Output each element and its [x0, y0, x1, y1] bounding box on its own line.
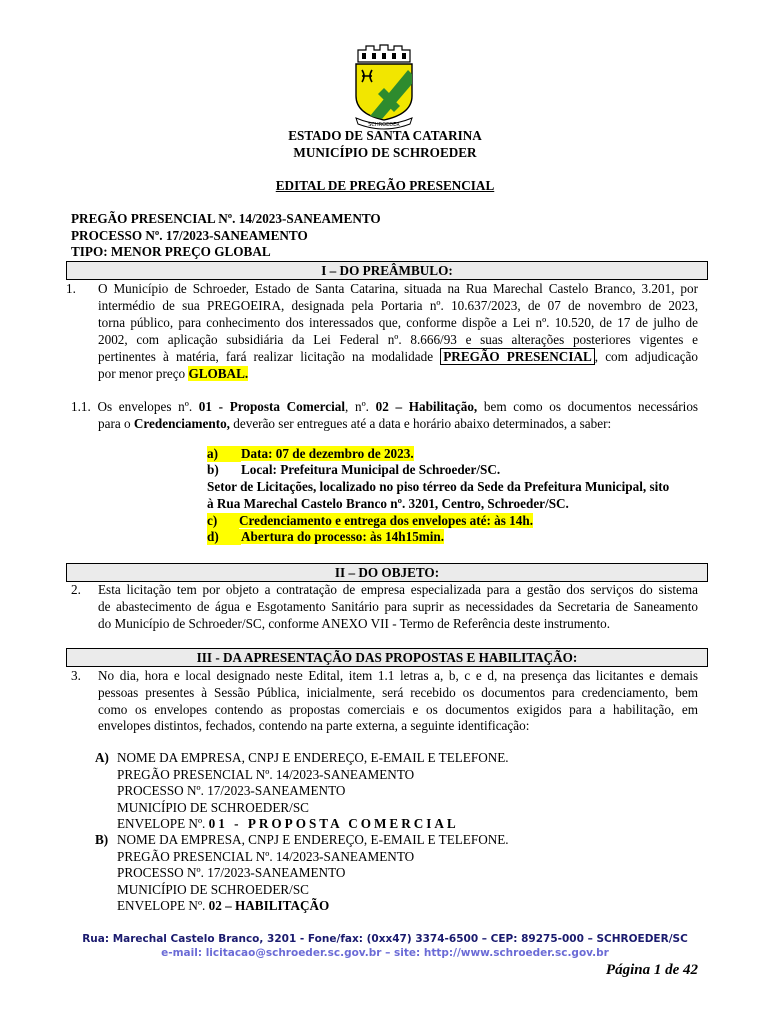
envelope-a-line-1: NOME DA EMPRESA, CNPJ E ENDEREÇO, E-EMAIL E TELEFONE. — [117, 750, 509, 765]
schedule-c-letter: c) — [207, 513, 239, 529]
document-title: EDITAL DE PREGÃO PRESENCIAL — [275, 178, 495, 193]
line-5-text-c: , com adjudicação — [594, 349, 699, 364]
envelope-b-line-4: MUNICÍPIO DE SCHROEDER/SC — [117, 882, 309, 897]
envelope-a-type: 01 - PROPOSTA COMERCIAL — [208, 816, 459, 831]
section-3-line-3: como os envelopes contendo as propostas comerciais e os documentos exigidos para a habilitação, em — [98, 702, 698, 717]
schedule-c — [207, 513, 533, 529]
schedule-d — [207, 529, 444, 545]
section-1-line-3: torna público, para conhecimento dos interessados que, conforme dispõe a Lei nº. 10.520, de 17 de julho de — [98, 315, 698, 330]
processo-number: PROCESSO Nº. 17/2023-SANEAMENTO — [71, 228, 308, 243]
section-2-line-2: de abastecimento de água e Esgotamento Sanitário para suprir as necessidades da Secretaria de Saneamento — [98, 599, 698, 614]
schroeder-crest-logo — [348, 44, 420, 130]
section-1-line-6 — [98, 366, 248, 382]
tipo-line: TIPO: MENOR PREÇO GLOBAL — [71, 244, 271, 259]
schedule-b — [207, 462, 500, 478]
state-title: ESTADO DE SANTA CATARINA — [288, 128, 482, 143]
envelope-b-line-1: NOME DA EMPRESA, CNPJ E ENDEREÇO, E-EMAIL E TELEFONE. — [117, 832, 509, 847]
section-1-line-5 — [98, 349, 698, 365]
envelope-a-line-2: PREGÃO PRESENCIAL Nº. 14/2023-SANEAMENTO — [117, 767, 415, 782]
schedule-d-text: Abertura do processo: às 14h15min. — [241, 529, 445, 544]
envelope-a-label: ENVELOPE Nº. — [117, 816, 206, 831]
item-1-1-text-c: , nº. — [345, 399, 369, 414]
envelope-b-type: 02 – HABILITAÇÃO — [208, 898, 330, 913]
section-1-line-4: 2002, com aplicação subsidiária da Lei Federal nº. 8.666/93 e suas alterações posteriores vigentes e — [98, 332, 698, 347]
municipality-title: MUNICÍPIO DE SCHROEDER — [293, 145, 477, 160]
crest-ribbon-text: SCHROEDER — [368, 122, 400, 128]
section-3-line-2: pessoas presentes à Sessão Pública, inicialmente, será recebido os documentos para credenciamento, bem — [98, 685, 698, 700]
section-1-line-1: O Município de Schroeder, Estado de Santa Catarina, situada na Rua Marechal Castelo Branco, 3.201, por — [98, 281, 698, 296]
section-2-number: 2. — [71, 582, 81, 597]
footer-address: Rua: Marechal Castelo Branco, 3201 - Fone/fax: (0xx47) 3374-6500 – CEP: 89275-000 – SCHROEDER/SC — [82, 933, 688, 945]
envelope-b-line-2: PREGÃO PRESENCIAL Nº. 14/2023-SANEAMENTO — [117, 849, 415, 864]
line-6-text-a: por menor preço — [98, 366, 186, 381]
item-1-1-envelope-2: 02 – Habilitação, — [375, 399, 478, 414]
section-3-number: 3. — [71, 668, 81, 683]
envelope-b-line-5 — [117, 898, 329, 914]
schedule-b-text: Local: Prefeitura Municipal de Schroeder/SC. — [241, 462, 501, 477]
envelope-a-line-3: PROCESSO Nº. 17/2023-SANEAMENTO — [117, 783, 346, 798]
global-highlight: GLOBAL. — [188, 366, 249, 381]
section-1-line-2: intermédio de sua PREGOEIRA, designada pela Portaria nº. 10.637/2023, de 07 de novembro de 2023, — [98, 298, 698, 313]
section-3-heading: III - DA APRESENTAÇÃO DAS PROPOSTAS E HABILITAÇÃO: — [66, 648, 708, 667]
envelope-a-line-4: MUNICÍPIO DE SCHROEDER/SC — [117, 800, 309, 815]
item-1-1-text-f: para o — [98, 416, 131, 431]
section-2-heading: II – DO OBJETO: — [66, 563, 708, 582]
item-1-1-text-e: bem como os documentos necessários — [483, 399, 699, 414]
envelope-a-letter: A) — [95, 750, 109, 765]
page-number: Página 1 de 42 — [605, 962, 698, 978]
envelope-b-label: ENVELOPE Nº. — [117, 898, 206, 913]
schedule-c-text: Credenciamento e entrega dos envelopes até: às 14h. — [239, 513, 533, 528]
schedule-setor-2: à Rua Marechal Castelo Branco nº. 3201, Centro, Schroeder/SC. — [207, 496, 569, 511]
schedule-d-letter: d) — [207, 529, 241, 545]
item-1-1-envelope-1: 01 - Proposta Comercial — [198, 399, 346, 414]
section-1-heading: I – DO PREÂMBULO: — [66, 261, 708, 280]
section-3-line-4: envelopes distintos, fechados, contendo na parte externa, a seguinte identificação: — [98, 718, 530, 733]
schedule-b-letter: b) — [207, 462, 219, 477]
item-1-1-line-2 — [98, 416, 611, 432]
schedule-setor-1: Setor de Licitações, localizado no piso térreo da Sede da Prefeitura Municipal, sito — [207, 479, 670, 494]
envelope-b-letter: B) — [95, 832, 109, 847]
item-1-1-text-g: deverão ser entregues até a data e horário abaixo determinados, a saber: — [233, 416, 612, 431]
item-1-1-line-1 — [71, 399, 698, 415]
item-1-1-text-a: 1.1. Os envelopes nº. — [71, 399, 193, 414]
line-5-text-a: pertinentes à matéria, fará realizar licitação na modalidade — [98, 349, 434, 364]
envelope-b-line-3: PROCESSO Nº. 17/2023-SANEAMENTO — [117, 865, 346, 880]
section-2-line-3: do Município de Schroeder/SC, conforme ANEXO VII - Termo de Referência deste instrumento. — [98, 616, 611, 631]
envelope-a-line-5 — [117, 816, 459, 832]
modalidade-box: PREGÃO PRESENCIAL — [440, 348, 595, 365]
pregao-number: PREGÃO PRESENCIAL Nº. 14/2023-SANEAMENTO — [71, 211, 381, 226]
schedule-a-text: Data: 07 de dezembro de 2023. — [241, 446, 414, 461]
section-1-number: 1. — [66, 281, 76, 296]
footer-contact: e-mail: licitacao@schroeder.sc.gov.br – site: http://www.schroeder.sc.gov.br — [161, 947, 609, 959]
section-2-line-1: Esta licitação tem por objeto a contratação de empresa especializada para a gestão dos serviços do sistema — [98, 582, 698, 597]
section-3-line-1: No dia, hora e local designado neste Edital, item 1.1 letras a, b, c e d, na presença das licitantes e demais — [98, 668, 698, 683]
schedule-a-letter: a) — [207, 446, 241, 462]
item-1-1-credenciamento: Credenciamento, — [133, 416, 230, 431]
schedule-a — [207, 446, 414, 462]
